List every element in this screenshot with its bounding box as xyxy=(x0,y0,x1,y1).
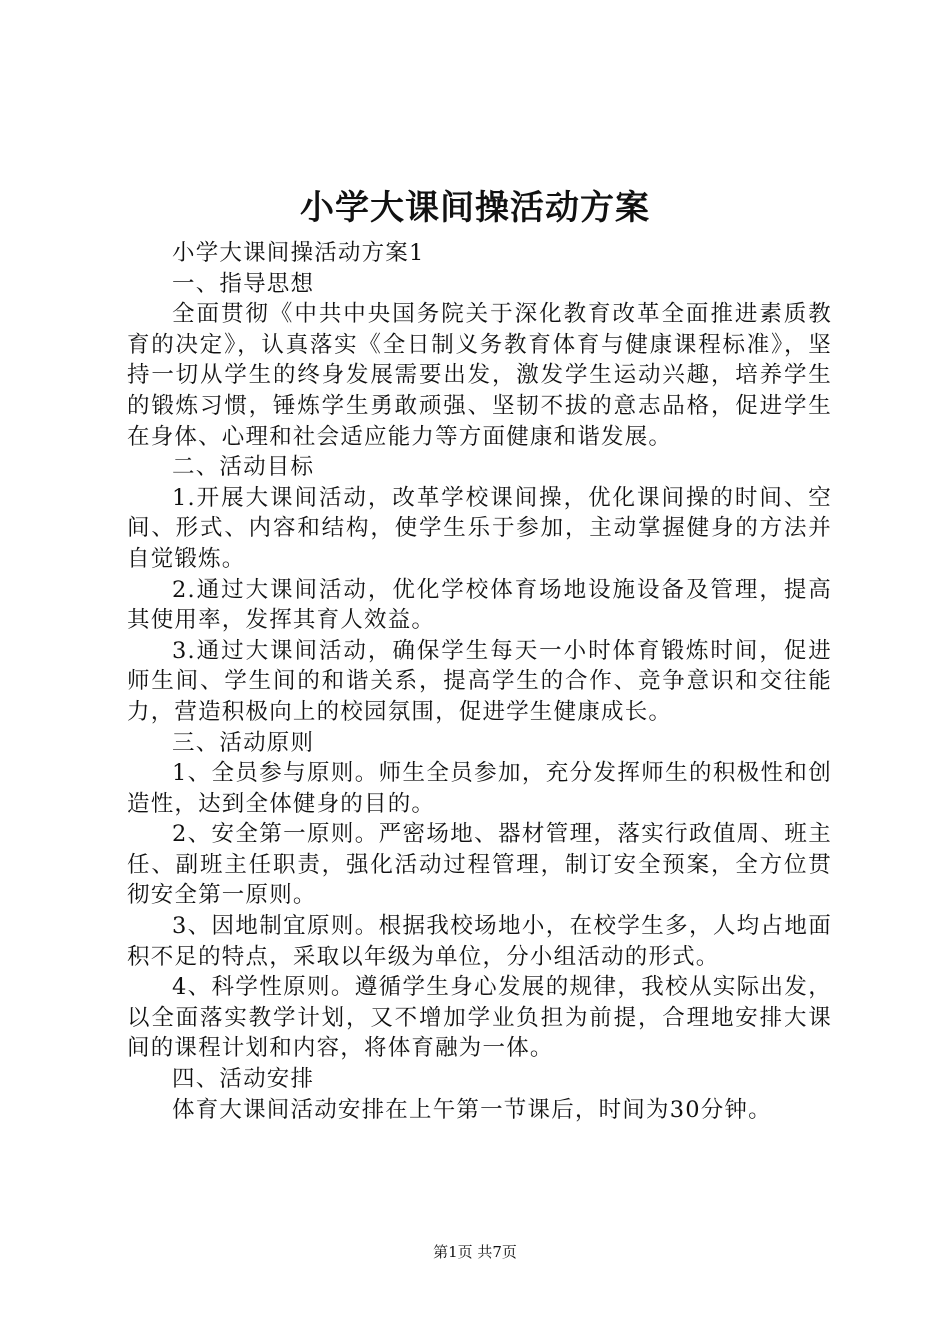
page-number-footer: 第1页 共7页 xyxy=(433,1243,517,1261)
paragraph: 1、全员参与原则。师生全员参加，充分发挥师生的积极性和创造性，达到全体健身的目的。 xyxy=(127,760,832,817)
section-heading: 二、活动目标 xyxy=(172,454,315,481)
paragraph: 1.开展大课间活动，改革学校课间操，优化课间操的时间、空间、形式、内容和结构，使学生乐于参加，主动掌握健身的方法并自觉锻炼。 xyxy=(127,484,832,572)
document-body xyxy=(127,238,832,1125)
section-heading: 四、活动安排 xyxy=(172,1066,315,1093)
document-title: 小学大课间操活动方案 xyxy=(300,188,650,228)
section-subtitle: 小学大课间操活动方案1 xyxy=(172,240,425,266)
section-heading: 三、活动原则 xyxy=(172,729,315,756)
section-heading: 一、指导思想 xyxy=(172,270,315,297)
paragraph: 2、安全第一原则。严密场地、器材管理，落实行政值周、班主任、副班主任职责，强化活动过程管理，制订安全预案，全方位贯彻安全第一原则。 xyxy=(127,821,832,909)
paragraph: 3、因地制宜原则。根据我校场地小，在校学生多，人均占地面积不足的特点，采取以年级为单位，分小组活动的形式。 xyxy=(127,913,832,970)
paragraph: 全面贯彻《中共中央国务院关于深化教育改革全面推进素质教育的决定》，认真落实《全日制义务教育体育与健康课程标准》，坚持一切从学生的终身发展需要出发，激发学生运动兴趣，培养学生的锻炼习惯，锤炼学生勇敢顽强、坚韧不拔的意志品格，促进学生在身体、心理和社会适应能力等方面健康和谐发展。 xyxy=(127,301,832,450)
paragraph: 4、科学性原则。遵循学生身心发展的规律，我校从实际出发，以全面落实教学计划，又不增加学业负担为前提，合理地安排大课间的课程计划和内容，将体育融为一体。 xyxy=(127,974,832,1062)
paragraph: 2.通过大课间活动，优化学校体育场地设施设备及管理，提高其使用率，发挥其育人效益。 xyxy=(127,576,832,634)
paragraph: 3.通过大课间活动，确保学生每天一小时体育锻炼时间，促进师生间、学生间的和谐关系，提高学生的合作、竞争意识和交往能力，营造积极向上的校园氛围，促进学生健康成长。 xyxy=(127,637,832,725)
paragraph: 体育大课间活动安排在上午第一节课后，时间为30分钟。 xyxy=(172,1096,772,1123)
